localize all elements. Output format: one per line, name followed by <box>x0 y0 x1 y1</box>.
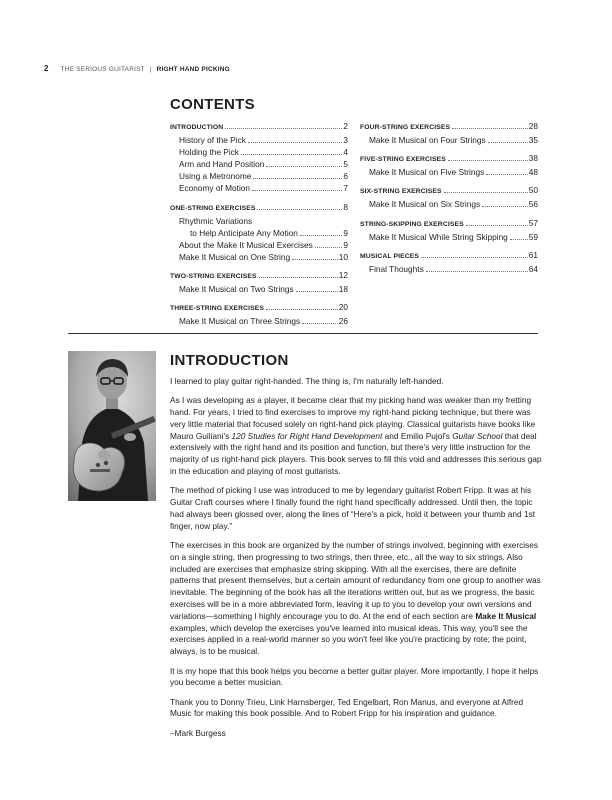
chapter-title: RIGHT HAND PICKING <box>156 66 230 73</box>
toc-entry-label: Make It Musical While String Skipping <box>369 231 508 242</box>
toc-page-number: 2 <box>343 121 348 131</box>
toc-page-number: 64 <box>528 263 538 274</box>
toc-page-number: 18 <box>338 284 348 295</box>
series-title: THE SERIOUS GUITARIST <box>60 66 145 73</box>
toc-dot-leader <box>300 234 342 236</box>
toc-dot-leader <box>259 276 338 278</box>
make-it-musical-term: Make It Musical <box>475 610 537 621</box>
toc-page-number: 38 <box>528 153 538 164</box>
toc-page-number: 3 <box>343 135 348 146</box>
toc-section-entry <box>360 249 538 263</box>
toc-page-number: 7 <box>343 183 348 194</box>
toc-dot-leader <box>257 208 342 210</box>
toc-page-number: 48 <box>528 167 538 178</box>
author-photo <box>68 351 156 501</box>
contents-title: CONTENTS <box>170 96 255 113</box>
toc-page-number: 35 <box>528 135 538 146</box>
toc-entry-label: Final Thoughts <box>369 263 424 274</box>
toc-subentry <box>360 263 538 275</box>
toc-dot-leader <box>426 270 528 272</box>
running-head <box>44 64 230 73</box>
toc-entry-label: Rhythmic Variations <box>179 215 253 226</box>
toc-entry-label: About the Make It Musical Exercises <box>179 239 313 250</box>
toc-dot-leader <box>266 165 342 167</box>
toc-entry-label: Arm and Hand Position <box>179 159 265 170</box>
toc-section-entry <box>360 217 538 231</box>
toc-dot-leader <box>482 205 528 207</box>
toc-page-number: 26 <box>338 316 348 327</box>
toc-page-number: 6 <box>343 171 348 182</box>
toc-entry-label: Economy of Motion <box>179 183 251 194</box>
toc-section-entry <box>170 301 348 315</box>
toc-entry-label: History of the Pick <box>179 135 246 146</box>
toc-entry-label: Using a Metronome <box>179 171 252 182</box>
toc-section-entry <box>360 184 538 198</box>
toc-section-group <box>170 201 348 263</box>
toc-entry-label: TWO-STRING EXERCISES <box>170 273 257 281</box>
intro-paragraph: The method of picking I use was introduced to me by legendary guitarist Robert Fripp. It was at his Guitar Craft courses where I finally found the right hand specifically addressed. Until then, the topic had always been glossed over, along the lines of “Here's a pick, hold it between your thumb and 1st finger, now play.” <box>170 485 536 531</box>
toc-page-number: 50 <box>528 185 538 196</box>
section-divider <box>68 333 538 334</box>
toc-page-number: 12 <box>338 270 348 281</box>
toc-subentry <box>170 251 348 263</box>
toc-subentry <box>170 315 348 327</box>
toc-subentry <box>360 231 538 243</box>
toc-page-number: 9 <box>343 239 348 250</box>
toc-entry-label: Make It Musical on Two Strings <box>179 284 294 295</box>
toc-section-entry <box>170 120 348 134</box>
toc-subentry <box>170 283 348 295</box>
toc-section-entry <box>170 201 348 215</box>
intro-paragraph: As I was developing as a player, it became clear that my picking hand was weaker than my fretting hand. For years, I tried to find exercises to improve my right-hand picking technique, but there was very little material that focused solely on right-hand pick playing. Classical guitarists have books like Mauro Guiliani's 120 Studies for Right Hand Development and Emilio Pujol's Guitar School that deal extensively with the right hand and its position and function, but there's very little instruction for the majority of us right-hand pick players. This book serves to fill this void and addresses this serious gap in the education and playing of most guitarists. <box>170 395 542 477</box>
toc-page-number: 4 <box>343 147 348 158</box>
toc-dot-leader <box>252 189 342 191</box>
introduction-body <box>170 376 542 747</box>
toc-page-number: 28 <box>528 121 538 131</box>
intro-paragraph: The exercises in this book are organized by the number of strings involved, beginning with exercises on a single string, then progressing to two strings, then three, etc., all the way to six strings. Also included are exercises that emphasize string skipping. With all the exercises, there are definite patterns that present themselves, but a certain amount of redundancy from one group to another was inevitable. The beginning of the book has all the iterations written out, but as we progress, the basic exercises will be in a more abbreviated form, leaving it up to you to develop your own versions and variations—something I highly encourage you to do. At the end of each section are Make It Musical examples, which develop the exercises you've learned into musical ideas. This way, you'll see the exercises applied in a real-world manner so you won't feel like you're practicing by rote; the point, always, is to be musical. <box>170 540 541 657</box>
toc-dot-leader <box>302 322 338 324</box>
toc-section-group <box>360 217 538 243</box>
toc-section-group <box>170 269 348 295</box>
toc-dot-leader <box>241 153 342 155</box>
toc-dot-leader <box>248 141 343 143</box>
toc-page-number: 56 <box>528 199 538 210</box>
toc-dot-leader <box>225 127 342 129</box>
intro-paragraph: I learned to play guitar right-handed. The thing is, I'm naturally left-handed. <box>170 376 444 386</box>
toc-entry-label: STRING-SKIPPING EXERCISES <box>360 220 464 228</box>
toc-subentry <box>360 134 538 146</box>
header-separator: | <box>149 66 152 73</box>
toc-subentry <box>170 182 348 194</box>
toc-dot-leader <box>296 290 338 292</box>
toc-section-group <box>360 120 538 146</box>
toc-entry-label: MUSICAL PIECES <box>360 252 420 260</box>
toc-entry-label: INTRODUCTION <box>170 124 224 131</box>
toc-subentry <box>170 146 348 158</box>
toc-entry-label: Make It Musical on Three Strings <box>179 316 301 327</box>
toc-entry-label: FIVE-STRING EXERCISES <box>360 156 446 164</box>
book-title: 120 Studies for Right Hand Development <box>231 430 383 441</box>
toc-page-number: 61 <box>528 249 538 260</box>
toc-page-number: 8 <box>343 201 348 212</box>
toc-section-group <box>170 301 348 327</box>
toc-entry-label: Make It Musical on Four Strings <box>369 135 486 146</box>
toc-page-number: 5 <box>343 159 348 170</box>
toc-section-group <box>170 120 348 195</box>
toc-entry-label: to Help Anticipate Any Motion <box>190 227 298 238</box>
toc-entry-label: Holding the Pick <box>179 147 239 158</box>
toc-dot-leader <box>466 224 528 226</box>
book-title: Guitar School <box>452 430 503 441</box>
toc-page-number: 9 <box>343 227 348 238</box>
toc-subentry <box>170 158 348 170</box>
toc-right-column <box>360 120 538 281</box>
toc-section-group <box>360 249 538 275</box>
toc-dot-leader <box>486 173 527 175</box>
toc-dot-leader <box>448 159 528 161</box>
toc-subentry <box>360 166 538 178</box>
toc-dot-leader <box>488 141 528 143</box>
toc-subentry <box>170 170 348 182</box>
page-number: 2 <box>44 64 49 73</box>
toc-entry-label: THREE-STRING EXERCISES <box>170 305 264 313</box>
intro-paragraph: Thank you to Donny Trieu, Link Harnsberger, Ted Engelbart, Ron Manus, and everyone at Alfred Music for making this book possible. And to Robert Fripp for his inspiration and guidance. <box>170 696 524 719</box>
toc-entry-label: FOUR-STRING EXERCISES <box>360 124 451 131</box>
toc-entry-label: ONE-STRING EXERCISES <box>170 204 256 212</box>
introduction-title: INTRODUCTION <box>170 352 289 369</box>
toc-dot-leader <box>421 256 528 258</box>
toc-entry-label: Make It Musical on Five Strings <box>369 167 485 178</box>
toc-dot-leader <box>452 127 528 129</box>
toc-subentry <box>170 227 348 239</box>
toc-dot-leader <box>292 258 338 260</box>
toc-page-number: 20 <box>338 302 348 313</box>
toc-page-number: 57 <box>528 217 538 228</box>
toc-dot-leader <box>253 177 342 179</box>
toc-section-group <box>360 152 538 178</box>
toc-subentry <box>170 134 348 146</box>
toc-subentry <box>170 239 348 251</box>
toc-dot-leader <box>510 238 528 240</box>
toc-entry-label: Make It Musical on Six Strings <box>369 199 481 210</box>
toc-entry-label: Make It Musical on One String <box>179 251 291 262</box>
intro-paragraph: It is my hope that this book helps you become a better guitar player. More importantly, I hope it helps you become a better musician. <box>170 665 539 688</box>
toc-dot-leader <box>315 246 343 248</box>
toc-dot-leader <box>444 191 528 193</box>
toc-entry-label: SIX-STRING EXERCISES <box>360 188 442 196</box>
toc-left-column <box>170 120 348 333</box>
toc-dot-leader <box>266 308 338 310</box>
toc-section-entry <box>170 269 348 283</box>
toc-subentry <box>170 215 348 227</box>
toc-section-entry <box>360 152 538 166</box>
toc-section-entry <box>360 120 538 134</box>
toc-page-number: 10 <box>338 251 348 262</box>
toc-section-group <box>360 184 538 210</box>
toc-page-number: 59 <box>528 231 538 242</box>
author-signature: –Mark Burgess <box>170 727 226 738</box>
toc-subentry <box>360 198 538 210</box>
